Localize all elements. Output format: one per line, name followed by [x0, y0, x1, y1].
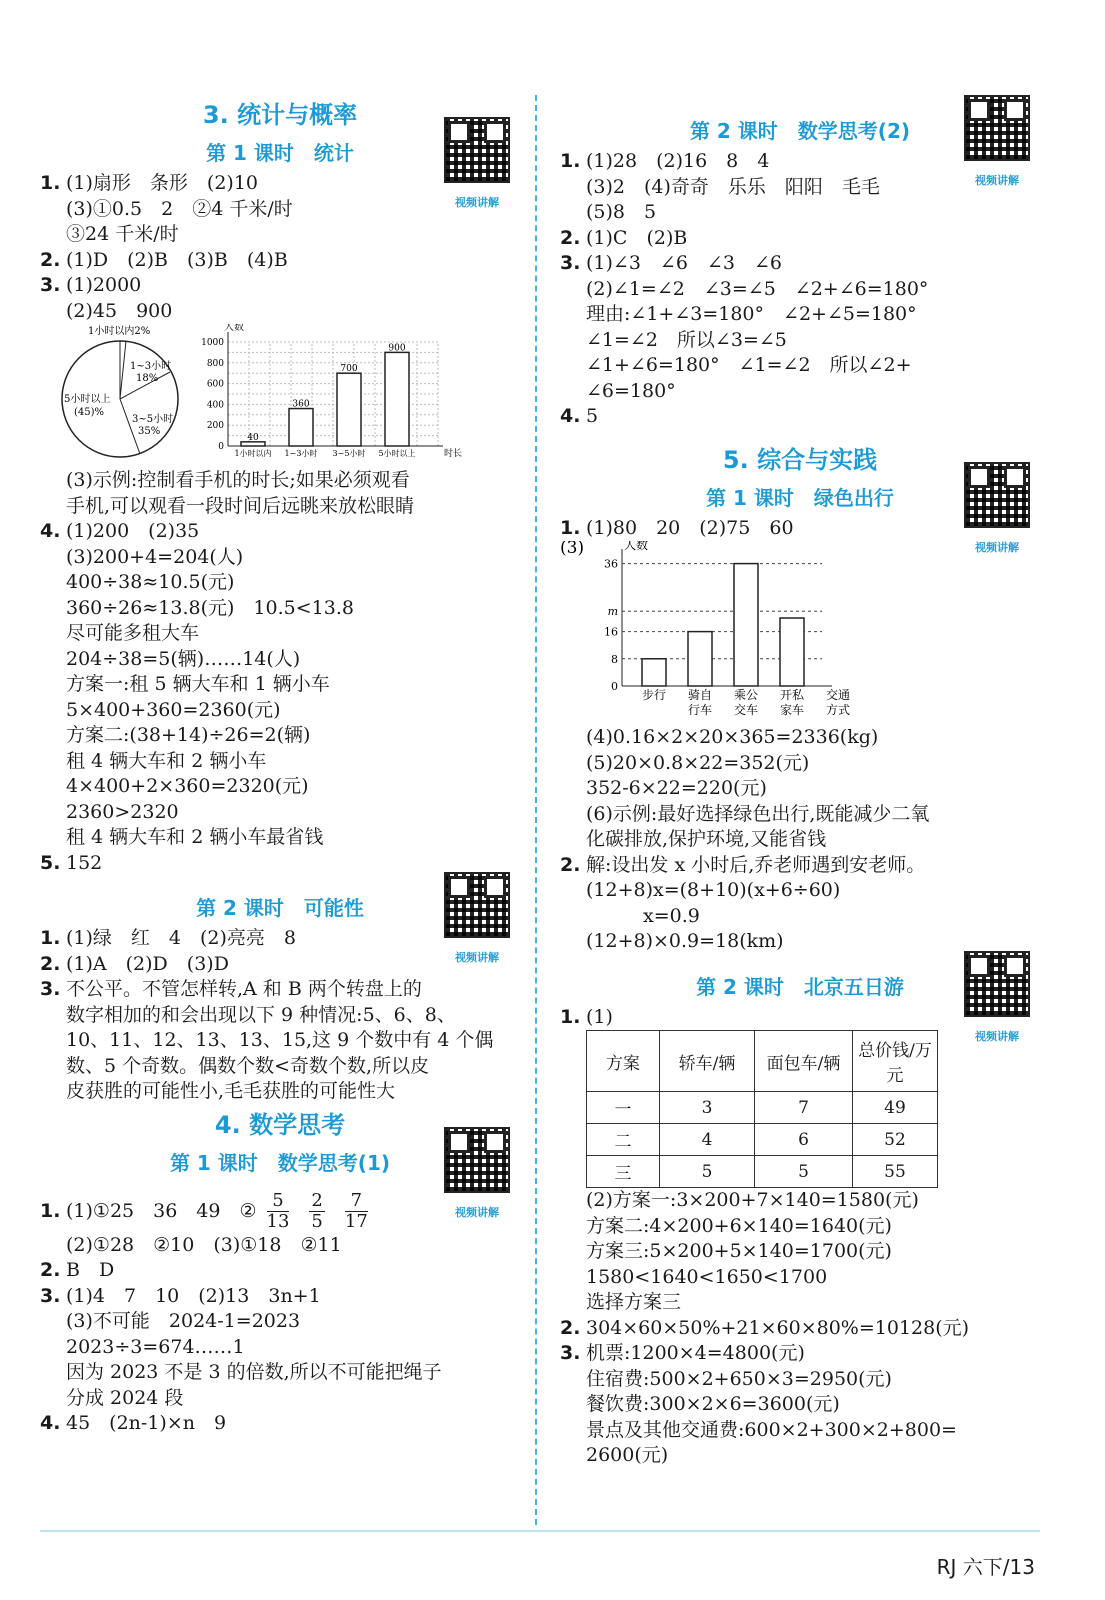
y-axis-label: 人数	[224, 324, 244, 333]
table-cell: 55	[853, 1156, 938, 1188]
bar	[734, 564, 758, 686]
tick-label: 1~3小时	[284, 449, 318, 458]
answer-line	[560, 1443, 1040, 1469]
question-number: 1.	[40, 927, 61, 949]
answer-text: (1)200 (2)35	[66, 520, 200, 542]
tick-label: 乘公	[733, 688, 759, 702]
qr-code-icon	[964, 462, 1030, 528]
pie-divider	[120, 399, 140, 454]
answer-text: (2)①28 ②10 (3)①18 ②11	[66, 1233, 342, 1256]
answer-text: 2600(元)	[586, 1444, 669, 1466]
table-cell: 6	[755, 1124, 853, 1156]
table-header-cell: 轿车/辆	[660, 1031, 755, 1092]
answer-line	[560, 1367, 1040, 1393]
answer-text: 理由:∠1+∠3=180° ∠2+∠5=180°	[586, 303, 917, 325]
page-footer: RJ 六下/13	[936, 1555, 1035, 1579]
tick-label: 家车	[779, 703, 805, 717]
question-number: 1.	[40, 1199, 61, 1222]
tick-label: 0	[218, 442, 224, 452]
answer-text: (1)∠3 ∠6 ∠3 ∠6	[586, 252, 782, 274]
answer-text: 手机,可以观看一段时间后远眺来放松眼睛	[66, 494, 415, 517]
answer-line	[560, 379, 1040, 405]
answer-line	[560, 776, 1040, 802]
answer-text: 餐饮费:300×2×6=3600(元)	[586, 1393, 840, 1415]
question-number: 4.	[40, 520, 61, 542]
answer-line	[40, 977, 520, 1003]
answer-line	[40, 723, 520, 749]
qr-code-icon	[964, 951, 1030, 1017]
question-number: 3.	[560, 252, 581, 274]
answer-text: (5)20×0.8×22=352(元)	[586, 751, 810, 774]
bar	[688, 632, 712, 686]
question-number: 2.	[40, 1259, 61, 1281]
tick-label: 1000	[201, 338, 224, 348]
sub-question-label: (3)	[560, 541, 585, 558]
answer-line	[40, 647, 520, 673]
answer-line	[40, 1335, 520, 1361]
answer-text: (1)2000	[66, 274, 142, 296]
answer-line	[560, 200, 1040, 226]
answer-line	[40, 774, 520, 800]
pie-label: 3~5小时	[132, 414, 174, 425]
bar	[780, 618, 804, 686]
answer-text: (2)45 900	[66, 299, 173, 322]
lesson-title-text: 第 2 课时 可能性	[196, 896, 364, 920]
qr-code-icon	[444, 117, 510, 183]
numerator: 2	[311, 1190, 323, 1211]
answer-line	[560, 1265, 1040, 1291]
answer-text: (3)2 (4)奇奇 乐乐 阳阳 毛毛	[586, 175, 880, 198]
qr-label: 视频讲解	[975, 1029, 1019, 1043]
table-body	[587, 1092, 938, 1188]
question-number: 2.	[40, 248, 61, 271]
pie-label: 5小时以上	[64, 394, 111, 405]
qr-code[interactable]	[964, 462, 1030, 566]
answer-text: (1)绿 红 4 (2)亮亮 8	[66, 927, 297, 949]
question-number: 3.	[40, 1284, 61, 1307]
table-cell: 4	[660, 1124, 755, 1156]
answer-text: 租 4 辆大车和 2 辆小车最省钱	[66, 826, 324, 848]
answer-text: 方案一:租 5 辆大车和 1 辆小车	[66, 673, 330, 695]
answer-text: ∠1+∠6=180° ∠1=∠2 所以∠2+	[586, 354, 912, 376]
answer-text: (3)不可能 2024-1=2023	[66, 1310, 301, 1332]
question-number: 1.	[560, 516, 581, 539]
answer-text: (12+8)x=(8+10)(x+6÷60)	[586, 879, 841, 901]
bar	[337, 373, 361, 446]
answer-line	[560, 1418, 1040, 1444]
answer-line	[560, 853, 1040, 879]
answer-line	[40, 749, 520, 775]
question-number: 4.	[40, 1412, 61, 1434]
lesson-title-text: 第 1 课时 统计	[206, 141, 354, 165]
answer-text: 因为 2023 不是 3 的倍数,所以不可能把绳子	[66, 1361, 442, 1383]
section-5-title: 5. 综合与实践	[722, 445, 878, 474]
right-column	[560, 95, 1040, 1469]
table-cell: 3	[660, 1092, 755, 1124]
answer-text: 352-6×22=220(元)	[586, 777, 767, 799]
question-number: 1.	[560, 1005, 581, 1028]
answer-line	[560, 1392, 1040, 1418]
answer-line	[40, 698, 520, 724]
answer-line	[40, 1028, 520, 1054]
answer-text: 152	[66, 851, 103, 874]
table-header-cell: 方案	[587, 1031, 660, 1092]
answer-text: 400÷38≈10.5(元)	[66, 571, 235, 593]
answer-text: (3)①0.5 2 ②4 千米/时	[66, 197, 293, 220]
answer-text: 10、11、12、13、13、15,这 9 个数中有 4 个偶	[66, 1029, 494, 1051]
question-number: 3.	[40, 978, 61, 1000]
y-axis-label: 人数	[624, 541, 649, 552]
question-number: 1.	[40, 172, 61, 194]
denominator: 13	[266, 1211, 290, 1232]
answer-line	[40, 222, 520, 248]
tick-label: 1小时以内	[234, 449, 272, 458]
answer-text: 分成 2024 段	[66, 1386, 184, 1409]
left-column	[40, 95, 520, 1437]
qr-code[interactable]	[964, 951, 1030, 1055]
lesson-title-text: 第 2 课时 数学思考(2)	[689, 119, 911, 143]
qr-code[interactable]	[964, 95, 1030, 199]
answer-line	[40, 800, 520, 826]
tick-label: 方式	[825, 703, 851, 717]
answer-text: 皮获胜的可能性小,毛毛获胜的可能性大	[66, 1080, 396, 1102]
x-axis-label: 时长	[444, 449, 463, 459]
table-row	[587, 1156, 938, 1188]
answer-text: 2023÷3=674……1	[66, 1335, 245, 1358]
answer-line	[560, 827, 1040, 853]
tick-label: 步行	[641, 688, 667, 702]
answer-line	[40, 1386, 520, 1412]
qr-label: 视频讲解	[455, 196, 499, 209]
table-cell: 7	[755, 1092, 853, 1124]
answer-text: (1)①25 36 49 ②	[66, 1199, 257, 1222]
answer-line	[40, 1003, 520, 1029]
answer-line	[40, 1258, 520, 1284]
answer-text: 1580<1640<1650<1700	[586, 1265, 828, 1288]
numerator: 5	[267, 1191, 290, 1212]
answer-line	[40, 273, 520, 299]
qr-code-icon	[444, 872, 510, 938]
answer-text: (2)方案一:3×200+7×140=1580(元)	[586, 1189, 919, 1211]
bar	[385, 352, 409, 446]
answer-text: (4)0.16×2×20×365=2336(kg)	[586, 726, 879, 748]
pie-chart	[62, 324, 178, 457]
answer-text: (1)A (2)D (3)D	[66, 952, 229, 975]
question-number: 3.	[560, 1342, 581, 1364]
answer-text: (5)8 5	[586, 201, 657, 223]
answer-text: x=0.9	[586, 904, 700, 927]
answer-line	[560, 353, 1040, 379]
answer-text: (1)80 20 (2)75 60	[586, 516, 794, 539]
column-divider	[535, 95, 537, 1525]
denominator: 5	[311, 1211, 323, 1232]
tick-label: 400	[206, 400, 224, 411]
answer-line	[560, 1290, 1040, 1316]
table-header-row	[587, 1031, 938, 1092]
answer-text: (1)	[586, 1005, 613, 1028]
table-cell: 5	[755, 1156, 853, 1188]
section-4-title: 4. 数学思考	[214, 1110, 346, 1139]
answer-text: 45 (2n-1)×n 9	[66, 1412, 227, 1434]
answer-text: 尽可能多租大车	[66, 622, 200, 644]
table-cell: 5	[660, 1156, 755, 1188]
answer-line	[40, 1284, 520, 1310]
answer-text: (3)200+4=204(人)	[66, 545, 244, 568]
answer-text: 数字相加的和会出现以下 9 种情况:5、6、8、	[66, 1003, 456, 1026]
answer-line	[40, 545, 520, 571]
answer-text: 304×60×50%+21×60×80%=10128(元)	[586, 1316, 970, 1339]
tick-label: 开私	[779, 688, 805, 702]
lesson-beijing-title	[560, 969, 1040, 1043]
pie-divider	[120, 341, 126, 399]
answer-text: ③24 千米/时	[66, 223, 179, 245]
fraction	[309, 1191, 324, 1232]
answer-line	[560, 802, 1040, 828]
answer-line	[40, 1309, 520, 1335]
answer-text: (6)示例:最好选择绿色出行,既能减少二氧	[586, 802, 930, 825]
tick-label: 3~5小时	[332, 449, 366, 458]
answer-line	[560, 1188, 1040, 1214]
tick-label: 行车	[687, 703, 713, 717]
answer-text: (2)∠1=∠2 ∠3=∠5 ∠2+∠6=180°	[586, 277, 929, 300]
bar	[642, 659, 666, 686]
qr-code[interactable]	[444, 117, 510, 221]
table-cell: 三	[587, 1156, 660, 1188]
answer-text: ∠1=∠2 所以∠3=∠5	[586, 328, 787, 351]
answer-text: 方案二:4×200+6×140=1640(元)	[586, 1214, 892, 1237]
answer-text: 5×400+360=2360(元)	[66, 698, 281, 721]
answer-text: 方案三:5×200+5×140=1700(元)	[586, 1240, 892, 1262]
fractions	[257, 1190, 378, 1232]
pie-label: (45)%	[74, 407, 105, 418]
tick-label: 骑自	[687, 688, 713, 702]
answer-text: (1)D (2)B (3)B (4)B	[66, 248, 288, 271]
question-number: 3.	[40, 274, 61, 296]
qr-label: 视频讲解	[975, 540, 1019, 554]
answer-text: (1)扇形 条形 (2)10	[66, 172, 259, 194]
data-label: 900	[388, 343, 406, 354]
answer-text: B D	[66, 1259, 115, 1281]
answer-text: 景点及其他交通费:600×2+300×2+800=	[586, 1418, 957, 1441]
question-number: 1.	[560, 150, 581, 172]
answer-line	[40, 621, 520, 647]
pie-label: 18%	[136, 373, 159, 384]
answer-text: (3)示例:控制看手机的时长;如果必须观看	[66, 469, 410, 491]
tick-label: 16	[604, 625, 618, 639]
answer-line	[560, 725, 1040, 751]
table-header-cell: 面包车/辆	[755, 1031, 853, 1092]
plan-table	[586, 1030, 938, 1188]
tick-label: 800	[206, 358, 224, 369]
question-number: 4.	[560, 405, 581, 427]
tick-label: 200	[206, 421, 224, 432]
table-cell: 49	[853, 1092, 938, 1124]
answer-line	[560, 302, 1040, 328]
travel-bar-chart	[560, 541, 1040, 721]
question-number: 2.	[560, 226, 581, 249]
qr-code[interactable]	[444, 872, 510, 976]
table-row	[587, 1124, 938, 1156]
answer-line	[40, 1079, 520, 1105]
tick-label: 交通	[825, 688, 851, 702]
answer-line	[560, 904, 1040, 930]
answer-line	[560, 226, 1040, 252]
time-bar-chart	[201, 324, 462, 459]
qr-label: 视频讲解	[975, 174, 1019, 187]
tick-label: m	[607, 605, 618, 619]
data-label: 40	[247, 432, 259, 443]
answer-line	[560, 328, 1040, 354]
answer-line	[560, 1316, 1040, 1342]
answer-line	[40, 1054, 520, 1080]
answer-text: 204÷38=5(辆)……14(人)	[66, 647, 301, 670]
lesson-5-answers-cont	[560, 725, 1040, 955]
table-cell: 二	[587, 1124, 660, 1156]
answer-text: 住宿费:500×2+650×3=2950(元)	[586, 1367, 892, 1390]
answer-line	[40, 299, 520, 325]
question-number: 2.	[560, 1316, 581, 1339]
data-label: 360	[292, 399, 310, 410]
pie-label: 1~3小时	[130, 361, 172, 372]
answer-line	[560, 277, 1040, 303]
answer-text: 机票:1200×4=4800(元)	[586, 1342, 805, 1364]
data-label: 700	[340, 364, 358, 375]
answer-text: 解:设出发 x 小时后,乔老师遇到安老师。	[586, 853, 926, 876]
answer-text: (1)4 7 10 (2)13 3n+1	[66, 1284, 321, 1307]
qr-code-icon	[964, 95, 1030, 161]
tick-label: 0	[611, 680, 618, 693]
qr-code[interactable]	[444, 1127, 510, 1231]
answer-line	[560, 404, 1040, 430]
statistics-charts	[40, 324, 520, 464]
qr-label: 视频讲解	[455, 951, 499, 964]
answer-text: (1)C (2)B	[586, 226, 688, 249]
tick-label: 36	[604, 557, 618, 571]
bar	[289, 409, 313, 446]
lesson-1-answers-cont	[40, 468, 520, 876]
pie-label: 35%	[138, 426, 161, 437]
question-number: 2.	[560, 853, 581, 876]
table-row	[587, 1092, 938, 1124]
answer-line	[40, 1233, 520, 1259]
lesson-6-answers	[560, 1188, 1040, 1469]
answer-line	[40, 248, 520, 274]
answer-line	[40, 825, 520, 851]
numerator: 7	[345, 1191, 368, 1212]
answer-line	[40, 519, 520, 545]
table-cell: 一	[587, 1092, 660, 1124]
answer-text: ∠6=180°	[586, 379, 676, 402]
lesson-title-text: 第 2 课时 北京五日游	[696, 974, 904, 999]
answer-line	[560, 878, 1040, 904]
answer-text: 不公平。不管怎样转,A 和 B 两个转盘上的	[66, 978, 422, 1000]
section-3-title: 3. 统计与概率	[202, 101, 358, 129]
answer-text: 方案二:(38+14)÷26=2(辆)	[66, 724, 311, 746]
answer-line	[40, 570, 520, 596]
table-header-cell: 总价钱/万元	[853, 1031, 938, 1092]
answer-line	[560, 1214, 1040, 1240]
answer-line	[560, 751, 1040, 777]
tick-label: 交车	[733, 703, 759, 717]
answer-text: 5	[586, 405, 599, 427]
fraction	[267, 1191, 290, 1232]
answer-text: 租 4 辆大车和 2 辆小车	[66, 749, 267, 772]
answer-line	[560, 1239, 1040, 1265]
lesson-title-text: 第 1 课时 绿色出行	[706, 485, 894, 510]
answer-line	[40, 1360, 520, 1386]
answer-line	[40, 468, 520, 494]
bottom-rule	[40, 1530, 1040, 1532]
fraction	[345, 1191, 368, 1232]
answer-text: 2360>2320	[66, 800, 179, 823]
answer-line	[40, 494, 520, 520]
answer-text: 化碳排放,保护环境,又能省钱	[586, 828, 827, 850]
table-cell: 52	[853, 1124, 938, 1156]
question-number: 2.	[40, 952, 61, 975]
tick-label: 600	[206, 379, 224, 390]
qr-code-icon	[444, 1127, 510, 1193]
answer-line	[560, 251, 1040, 277]
lesson-title-text: 第 1 课时 数学思考(1)	[169, 1150, 391, 1175]
travel-bar-chart-body	[560, 541, 850, 717]
pie-label-top: 1小时以内2%	[88, 326, 151, 337]
answer-line	[560, 1341, 1040, 1367]
lesson-3-answers	[40, 1233, 520, 1437]
answer-text: 数、5 个奇数。偶数个数<奇数个数,所以皮	[66, 1054, 430, 1077]
qr-label: 视频讲解	[455, 1205, 499, 1219]
answer-text: 选择方案三	[586, 1291, 682, 1313]
answer-text: (1)28 (2)16 8 4	[586, 150, 770, 172]
tick-label: 5小时以上	[378, 449, 416, 458]
tick-label: 8	[611, 652, 618, 666]
answer-text: 360÷26≈13.8(元) 10.5<13.8	[66, 596, 354, 619]
answer-line	[40, 596, 520, 622]
question-number: 5.	[40, 851, 61, 874]
answer-text: (12+8)×0.9=18(km)	[586, 930, 784, 952]
answer-line	[40, 672, 520, 698]
denominator: 17	[344, 1211, 368, 1232]
answer-text: 4×400+2×360=2320(元)	[66, 775, 309, 797]
answer-line	[40, 1411, 520, 1437]
